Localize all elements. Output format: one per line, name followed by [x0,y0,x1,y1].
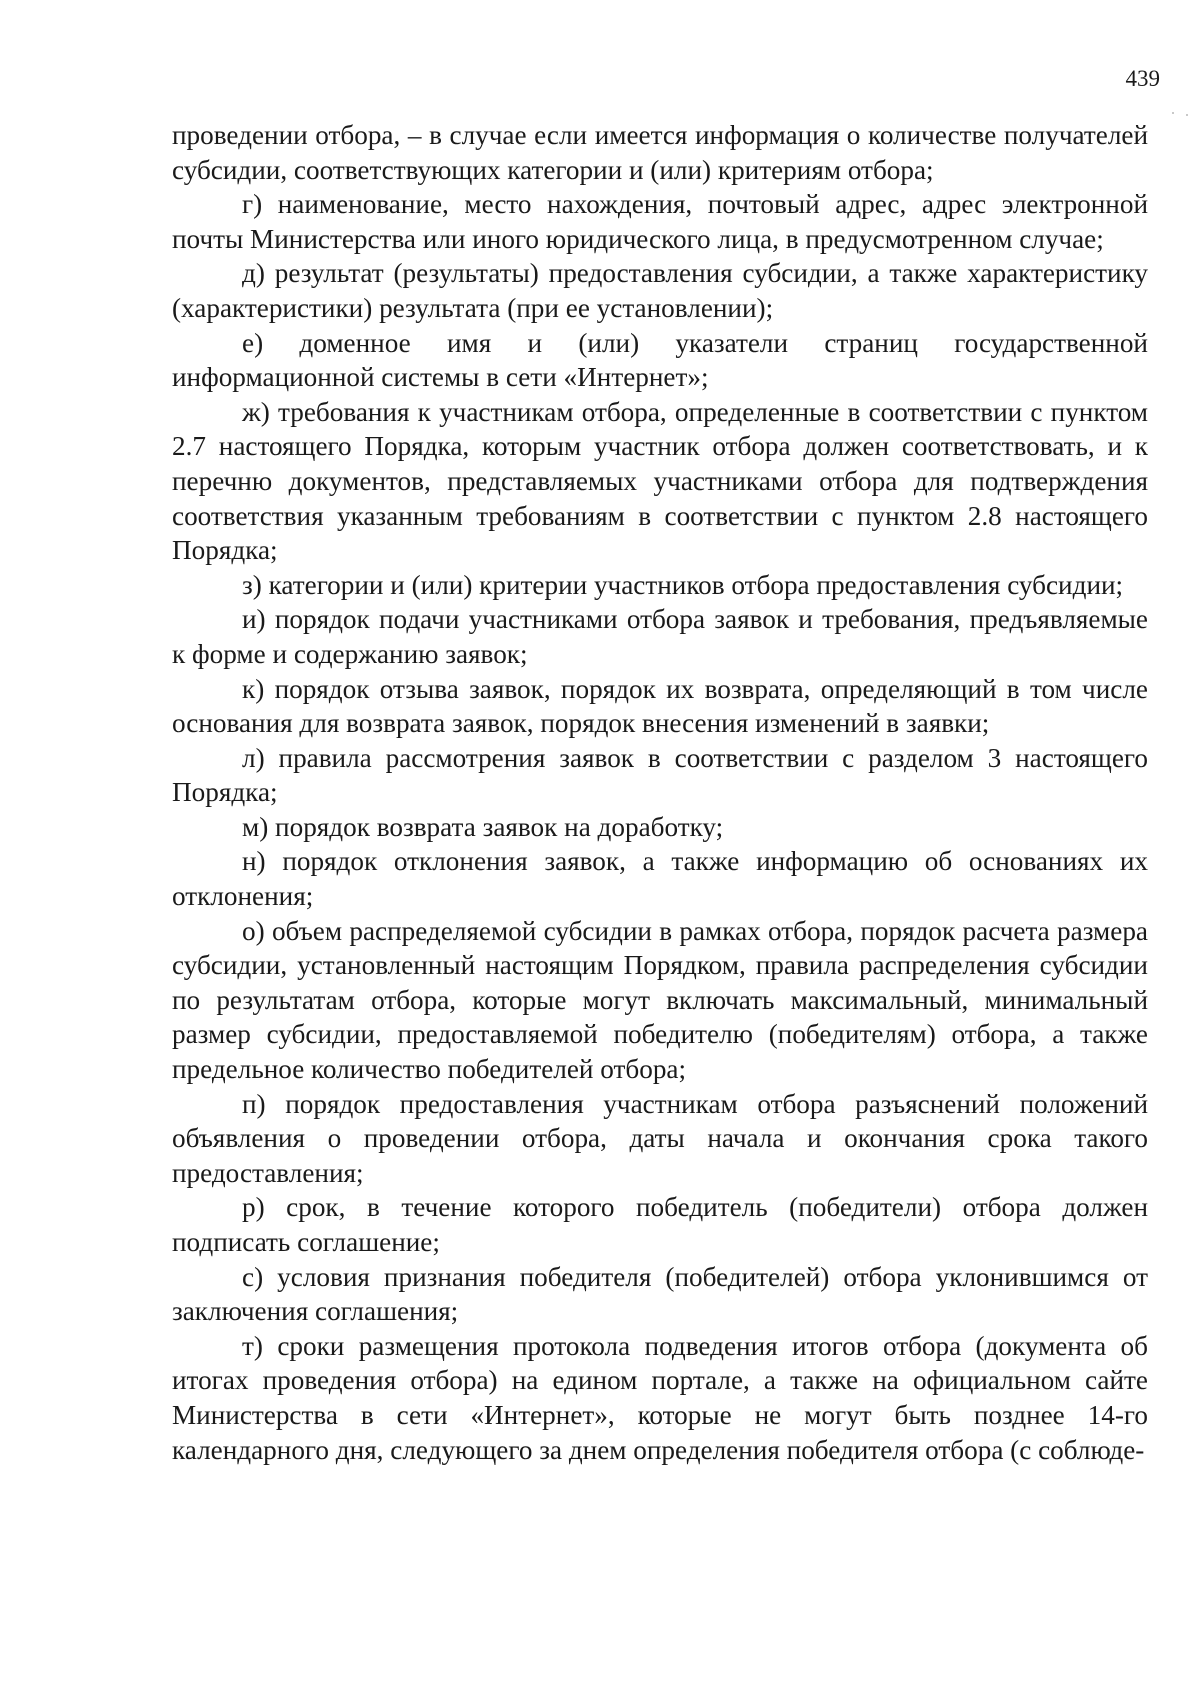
paragraph-item-e: е) доменное имя и (или) указатели страниц государственной информационной системы в сети «Интернет»; [172,327,1148,393]
scan-speck [1186,114,1188,116]
paragraph-item-z: з) категории и (или) критерии участников отбора предоставления субсидии; [242,569,1124,600]
paragraph-item-t: т) сроки размещения протокола подведения итогов отбора (документа об итогах проведения отбора) на едином портале, а также на официальном сайте Министерства в сети «Интернет», которые не могут быть позднее 14-го календарного дня, следующего за днем определения победителя отбора (с соблюде- [172,1330,1148,1465]
paragraph-continuation: проведении отбора, – в случае если имеется информация о количестве получателей субсидии, соответствующих категории и (или) критериям отбора; [172,120,1148,185]
paragraph-item-r: р) срок, в течение которого победитель (победители) отбора должен подписать соглашение; [172,1192,1148,1257]
paragraph-item-i: и) порядок подачи участниками отбора заявок и требования, предъявляемые к форме и содержанию заявок; [172,604,1148,669]
paragraph-item-p: п) порядок предоставления участникам отбора разъяснений положений объявления о проведении отбора, даты начала и окончания срока такого предоставления; [172,1088,1148,1188]
paragraph-item-l: л) правила рассмотрения заявок в соответствии с разделом 3 настоящего Порядка; [172,742,1148,808]
paragraph-item-m: м) порядок возврата заявок на доработку; [242,811,724,842]
paragraph-item-s: с) условия признания победителя (победителей) отбора уклонившимся от заключения соглашения; [172,1261,1148,1327]
paragraph-item-zh: ж) требования к участникам отбора, определенные в соответствии с пунктом 2.7 настоящего Порядка, которым участник отбора должен соответствовать, и к перечню документов, представляемых участниками отбора для подтверждения соответствия указанным требованиям в соответствии с пунктом 2.8 настоящего Порядка; [172,396,1148,566]
paragraph-item-k: к) порядок отзыва заявок, порядок их возврата, определяющий в том числе основания для возврата заявок, порядок внесения изменений в заявки; [172,673,1148,739]
paragraph-item-n: н) порядок отклонения заявок, а также информацию об основаниях их отклонения; [172,846,1148,912]
paragraph-item-d: д) результат (результаты) предоставления субсидии, а также характеристику (характеристики) результата (при ее установлении); [172,258,1148,323]
paragraph-item-g: г) наименование, место нахождения, почтовый адрес, адрес электронной почты Министерства или иного юридического лица, в предусмотренном случае; [172,189,1148,254]
page-number: 439 [1125,66,1160,91]
paragraph-item-o: о) объем распределяемой субсидии в рамках отбора, порядок расчета размера субсидии, установленный настоящим Порядком, правила распределения субсидии по результатам отбора, которые могут включать максимальный, минимальный размер субсидии, предоставляемой победителю (победителям) отбора, а также предельное количество победителей отбора; [172,915,1148,1085]
document-body [172,118,1148,1467]
scan-speck [1172,112,1174,114]
